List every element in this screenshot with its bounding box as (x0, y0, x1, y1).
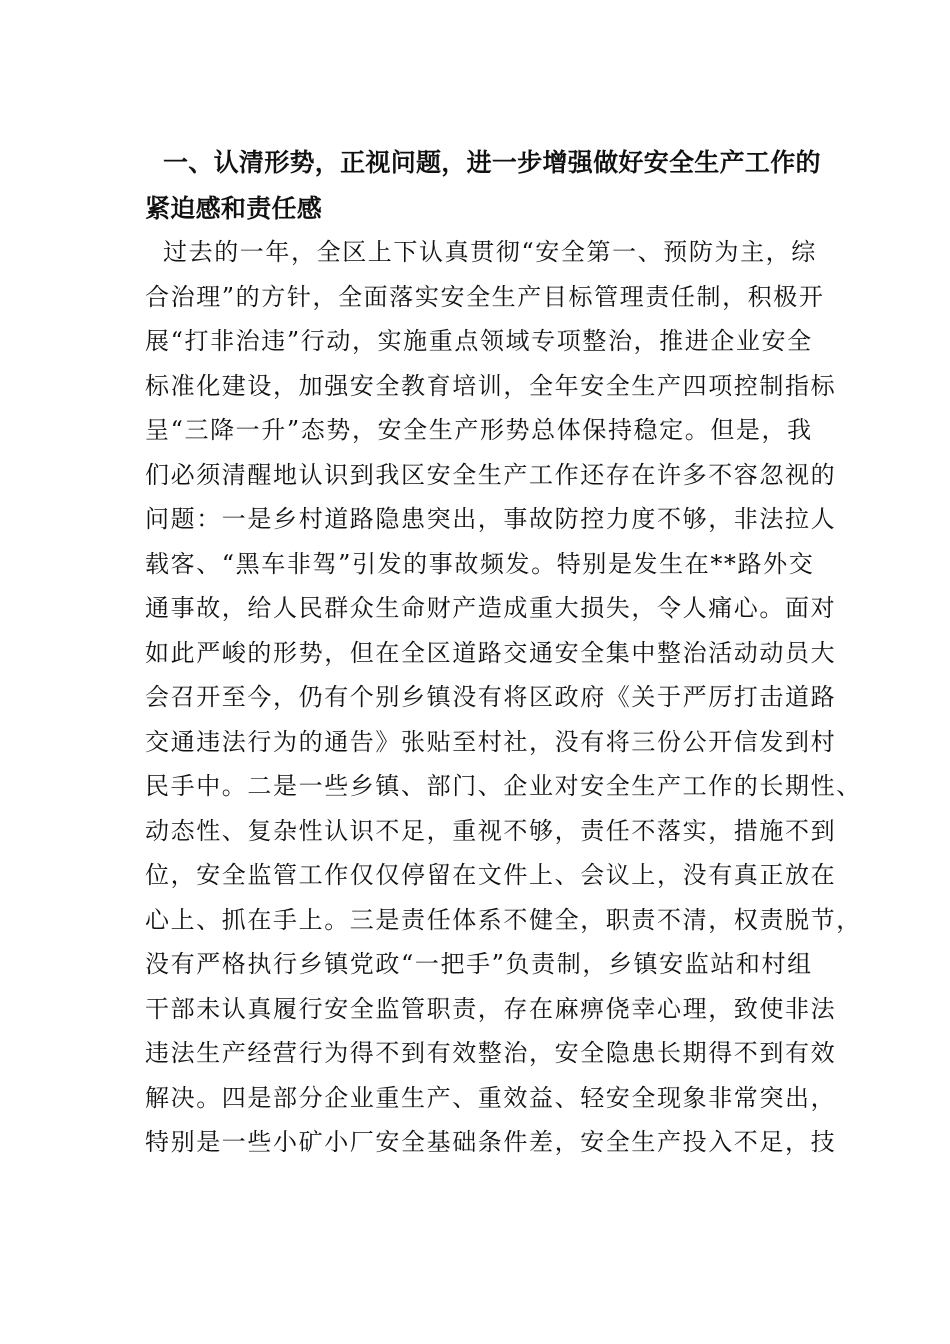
paragraph-line: 如此严峻的形势，但在全区道路交通安全集中整治活动动员大 (145, 638, 837, 667)
paragraph-line: 呈“三降一升”态势，安全生产形势总体保持稳定。但是，我 (145, 416, 813, 444)
paragraph-line: 干部未认真履行安全监管职责，存在麻痹侥幸心理，致使非法 (145, 994, 837, 1023)
paragraph-line: 通事故，给人民群众生命财产造成重大损失，令人痛心。面对 (145, 594, 837, 622)
paragraph-line: 过去的一年，全区上下认真贯彻“安全第一、预防为主，综 (163, 238, 817, 266)
paragraph-line: 没有严格执行乡镇党政“一把手”负责制，乡镇安监站和村组 (145, 950, 813, 978)
paragraph-line: 交通违法行为的通告》张贴至村社，没有将三份公开信发到村 (145, 727, 837, 756)
paragraph-line: 特别是一些小矿小厂安全基础条件差，安全生产投入不足，技 (145, 1128, 837, 1156)
paragraph-line: 载客、“黑车非驾”引发的事故频发。特别是发生在**路外交 (145, 549, 815, 578)
paragraph-line: 标准化建设，加强安全教育培训，全年安全生产四项控制指标 (145, 371, 837, 400)
paragraph-line: 位，安全监管工作仅仅停留在文件上、会议上，没有真正放在 (145, 861, 837, 889)
paragraph-line: 动态性、复杂性认识不足，重视不够，责任不落实，措施不到 (145, 816, 837, 845)
paragraph-line: 解决。四是部分企业重生产、重效益、轻安全现象非常突出， (145, 1083, 837, 1112)
paragraph-line: 问题：一是乡村道路隐患突出，事故防控力度不够，非法拉人 (145, 505, 837, 533)
paragraph-line: 展“打非治违”行动，实施重点领域专项整治，推进企业安全 (145, 327, 813, 355)
paragraph-line: 合治理”的方针，全面落实安全生产目标管理责任制，积极开 (145, 282, 825, 311)
body-paragraph (145, 230, 862, 1165)
heading-line: 一、认清形势，正视问题，进一步增强做好安全生产工作的 (163, 148, 821, 177)
paragraph-line: 心上、抓在手上。三是责任体系不健全，职责不清，权责脱节， (145, 905, 862, 934)
paragraph-line: 们必须清醒地认识到我区安全生产工作还存在许多不容忽视的 (145, 460, 837, 489)
paragraph-line: 违法生产经营行为得不到有效整治，安全隐患长期得不到有效 (145, 1039, 837, 1067)
section-heading (145, 140, 835, 232)
paragraph-line: 民手中。二是一些乡镇、部门、企业对安全生产工作的长期性、 (145, 772, 862, 800)
paragraph-line: 会召开至今，仍有个别乡镇没有将区政府《关于严厉打击道路 (145, 683, 837, 711)
heading-line: 紧迫感和责任感 (145, 194, 323, 223)
